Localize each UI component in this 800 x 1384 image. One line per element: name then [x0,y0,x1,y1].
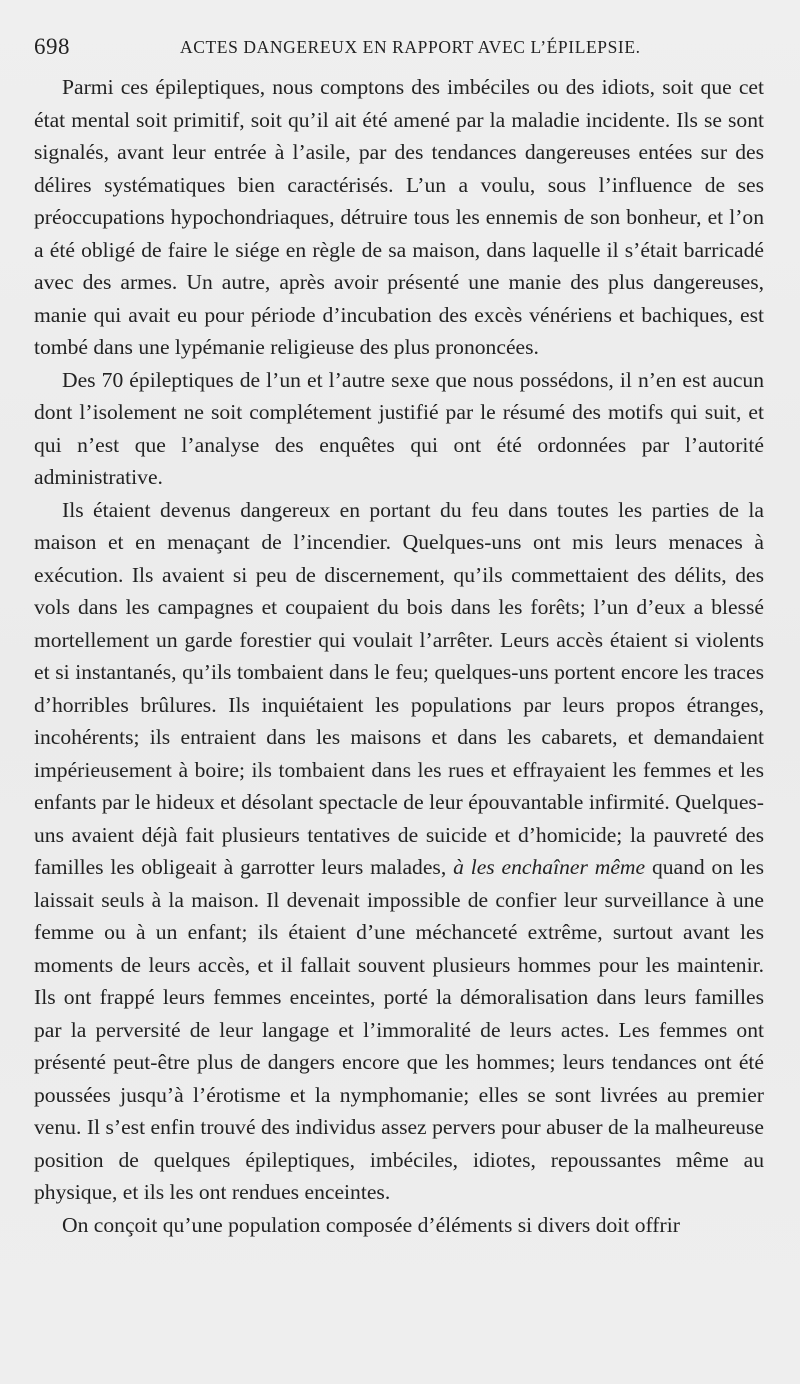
paragraph-3 [34,494,764,1209]
page-number: 698 [34,34,70,59]
italic-phrase: à les enchaîner même [453,855,646,879]
paragraph-4: On conçoit qu’une population composée d’éléments si divers doit offrir [62,1212,680,1237]
body-text [34,71,764,1241]
running-title: ACTES DANGEREUX EN RAPPORT AVEC L’ÉPILEPSIE. [180,37,641,57]
paragraph-1: Parmi ces épileptiques, nous comptons des imbéciles ou des idiots, soit que cet état mental soit primitif, soit qu’il ait été amené par la maladie incidente. Ils se sont signalés, avant leur entrée à l’asile, par des tendances dangereuses entées sur des délires systématiques bien caractérisés. L’un a voulu, sous l’influence de ses préoccupations hypochondriaques, détruire tous les ennemis de son bonheur, et l’on a été obligé de faire le siége en règle de sa maison, dans laquelle il s’était barricadé avec des armes. Un autre, après avoir présenté une manie des plus dangereuses, manie qui avait eu pour période d’incubation des excès vénériens et bachiques, est tombé dans une lypémanie religieuse des plus prononcées. [34,75,764,359]
page-header [34,34,774,68]
paragraph-2: Des 70 épileptiques de l’un et l’autre sexe que nous possédons, il n’en est aucun dont l’isolement ne soit complétement justifié par le résumé des motifs qui suit, et qui n’est que l’analyse des enquêtes qui ont été ordonnées par l’autorité administrative. [34,367,764,489]
paragraph-3-text-after: quand on les laissait seuls à la maison. Il devenait impossible de confier leur surveillance à une femme ou à un enfant; ils étaient d’une méchanceté extrême, surtout avant les moments de leurs accès, et il fallait souvent plusieurs hommes pour les maintenir. Ils ont frappé leurs femmes enceintes, porté la démoralisation dans leurs familles par la perversité de leur langage et l’immoralité de leurs actes. Les femmes ont présenté peut-être plus de dangers encore que les hommes; leurs tendances ont été poussées jusqu’à l’érotisme et la nymphomanie; elles se sont livrées au premier venu. Il s’est enfin trouvé des individus assez pervers pour abuser de la malheureuse position de quelques épileptiques, imbéciles, idiotes, repoussantes même au physique, et ils les ont rendues enceintes. [34,855,764,1204]
paragraph-3-text-before: Ils étaient devenus dangereux en portant du feu dans toutes les parties de la maison et en menaçant de l’incendier. Quelques-uns ont mis leurs menaces à exécution. Ils avaient si peu de discernement, qu’ils commettaient des délits, des vols dans les campagnes et coupaient du bois dans les forêts; l’un d’eux a blessé mortellement un garde forestier qui voulait l’arrêter. Leurs accès étaient si violents et si instantanés, qu’ils tombaient dans le feu; quelques-uns portent encore les traces d’horribles brûlures. Ils inquiétaient les populations par leurs propos étranges, incohérents; ils entraient dans les maisons et dans les cabarets, et demandaient impérieusement à boire; ils tombaient dans les rues et effrayaient les femmes et les enfants par le hideux et désolant spectacle de leur épouvantable infirmité. Quelques-uns avaient déjà fait plusieurs tentatives de suicide et d’homicide; la pauvreté des familles les obligeait à garrotter leurs malades, [34,497,764,879]
